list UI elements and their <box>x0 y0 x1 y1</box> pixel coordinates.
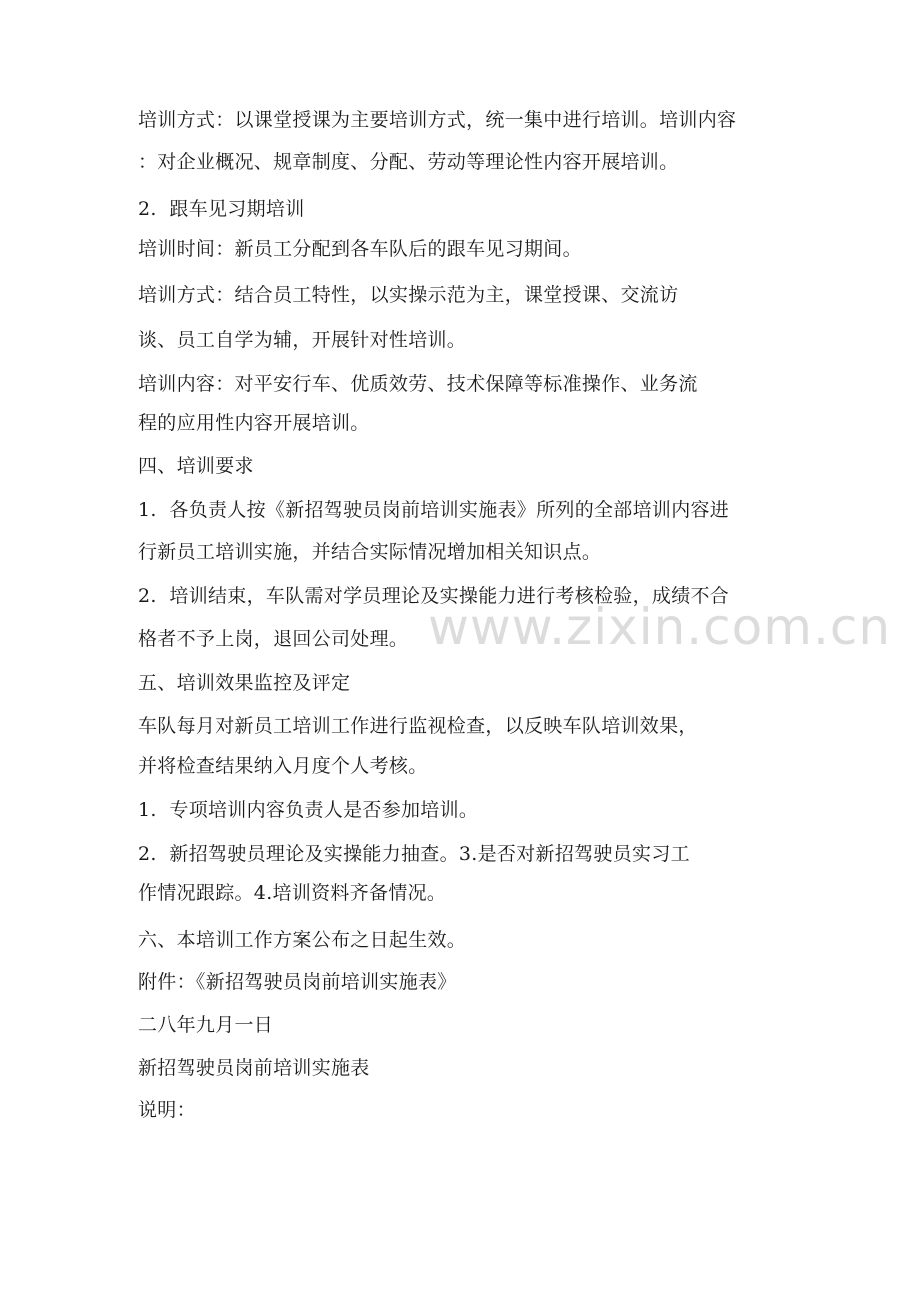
paragraph-line: 并将检查结果纳入月度个人考核。 <box>138 755 428 777</box>
paragraph-line: 程的应用性内容开展培训。 <box>138 412 370 434</box>
paragraph-line: 培训方式：结合员工特性，以实操示范为主，课堂授课、交流访 <box>138 284 679 306</box>
date-line: 二八年九月一日 <box>138 1014 274 1036</box>
section-heading: 四、培训要求 <box>138 455 254 477</box>
paragraph-line: 谈、员工自学为辅，开展针对性培训。 <box>138 329 467 351</box>
paragraph-line: 行新员工培训实施，并结合实际情况增加相关知识点。 <box>138 541 602 563</box>
table-title: 新招驾驶员岗前培训实施表 <box>138 1057 370 1079</box>
paragraph-line: 格者不予上岗，退回公司处理。 <box>138 628 409 650</box>
paragraph-line: 培训内容：对平安行车、优质效劳、技术保障等标准操作、业务流 <box>138 373 698 395</box>
attachment-line: 附件：《新招驾驶员岗前培训实施表》 <box>138 971 457 993</box>
section-heading: 五、培训效果监控及评定 <box>138 672 351 694</box>
paragraph-line: 1. 各负责人按《新招驾驶员岗前培训实施表》所列的全部培训内容进 <box>138 499 730 521</box>
paragraph-line: 培训方式：以课堂授课为主要培训方式，统一集中进行培训。培训内容 <box>138 109 737 131</box>
paragraph-line: 车队每月对新员工培训工作进行监视检查，以反映车队培训效果， <box>138 715 698 737</box>
section-heading: 六、本培训工作方案公布之日起生效。 <box>138 929 467 951</box>
watermark: www.zixin.com.cn <box>428 598 892 656</box>
paragraph-line: 培训时间：新员工分配到各车队后的跟车见习期间。 <box>138 238 582 260</box>
paragraph-line: ：对企业概况、规章制度、分配、劳动等理论性内容开展培训。 <box>138 151 679 173</box>
note-label: 说明： <box>138 1099 196 1121</box>
paragraph-line: 2. 培训结束，车队需对学员理论及实操能力进行考核检验，成绩不合 <box>138 585 730 607</box>
paragraph-line: 1. 专项培训内容负责人是否参加培训。 <box>138 799 479 821</box>
section-heading: 2. 跟车见习期培训 <box>138 198 305 220</box>
paragraph-line: 2. 新招驾驶员理论及实操能力抽查。3.是否对新招驾驶员实习工 <box>138 843 690 865</box>
paragraph-line: 作情况跟踪。4.培训资料齐备情况。 <box>138 882 447 904</box>
